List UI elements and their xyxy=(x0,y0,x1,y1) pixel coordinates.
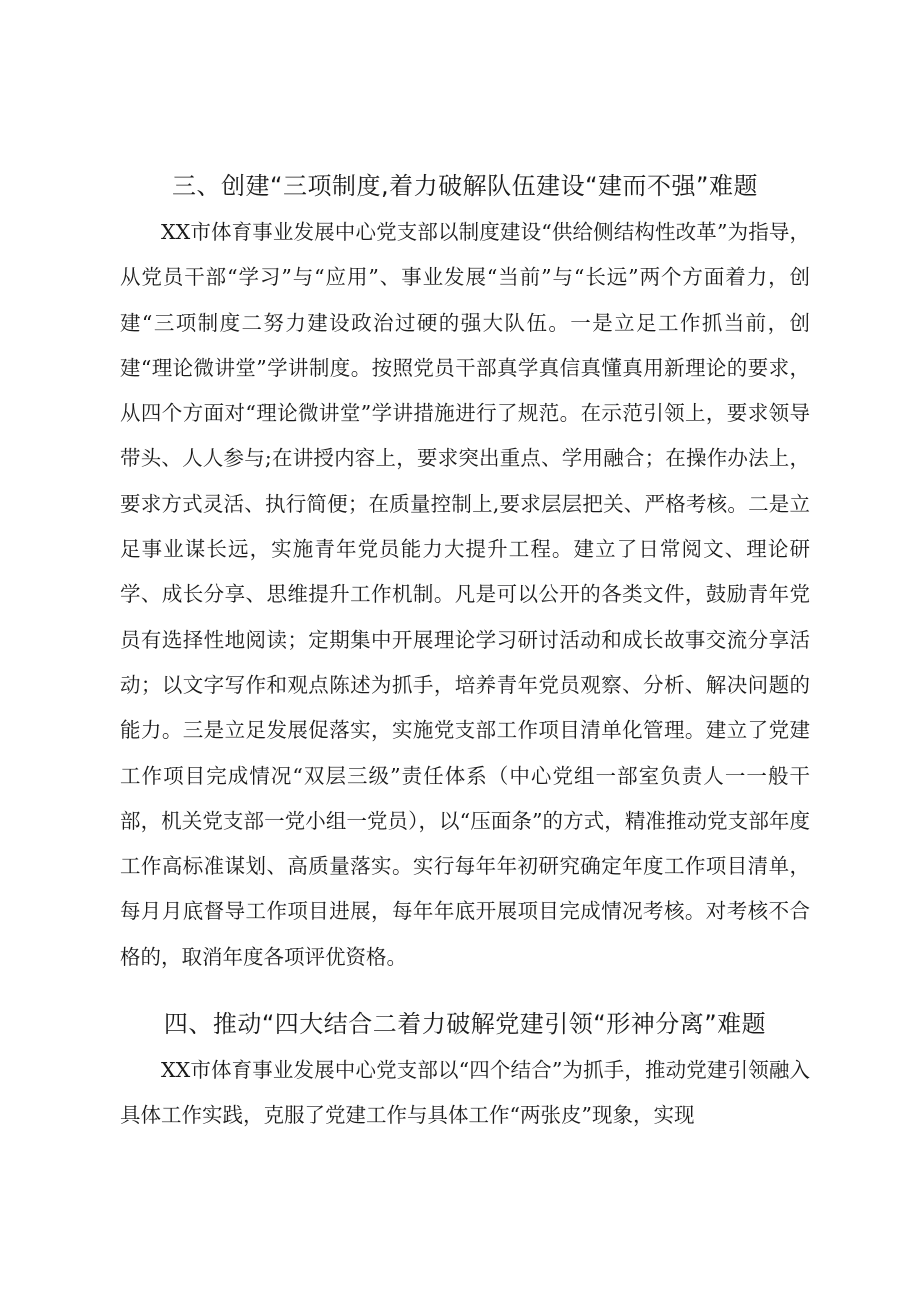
section-four-paragraph: XX市体育事业发展中心党支部以“四个结合”为抓手，推动党建引领融入具体工作实践，克服了党建工作与具体工作“两张皮”现象，实现 xyxy=(120,1058,810,1128)
section-four xyxy=(120,1006,810,1139)
section-three-heading: 三、创建“三项制度,着力破解队伍建设“建而不强”难题 xyxy=(172,172,758,200)
section-three xyxy=(120,168,810,980)
section-four-heading: 四、推动“四大结合二着力破解党建引领“形神分离”难题 xyxy=(163,1010,767,1038)
section-three-paragraph: XX市体育事业发展中心党支部以制度建设“供给侧结构性改革”为指导，从党员干部“学习”与“应用”、事业发展“当前”与“长远”两个方面着力，创建“三项制度二努力建设政治过硬的强大队伍。一是立足工作抓当前，创建“理论微讲堂”学讲制度。按照党员干部真学真信真懂真用新理论的要求，从四个方面对“理论微讲堂”学讲措施进行了规范。在示范引领上，要求领导带头、人人参与;在讲授内容上，要求突出重点、学用融合；在操作办法上，要求方式灵活、执行简便；在质量控制上,要求层层把关、严格考核。二是立足事业谋长远，实施青年党员能力大提升工程。建立了日常阅文、理论研学、成长分享、思维提升工作机制。凡是可以公开的各类文件，鼓励青年党员有选择性地阅读；定期集中开展理论学习研讨活动和成长故事交流分享活动；以文字写作和观点陈述为抓手，培养青年党员观察、分析、解决问题的能力。三是立足发展促落实，实施党支部工作项目清单化管理。建立了党建工作项目完成情况“双层三级”责任体系（中心党组一部室负责人一一般干部，机关党支部一党小组一党员），以“压面条”的方式，精准推动党支部年度工作高标准谋划、高质量落实。实行每年年初研究确定年度工作项目清单，每月月底督导工作项目进展，每年年底开展项目完成情况考核。对考核不合格的，取消年度各项评优资格。 xyxy=(120,220,810,969)
